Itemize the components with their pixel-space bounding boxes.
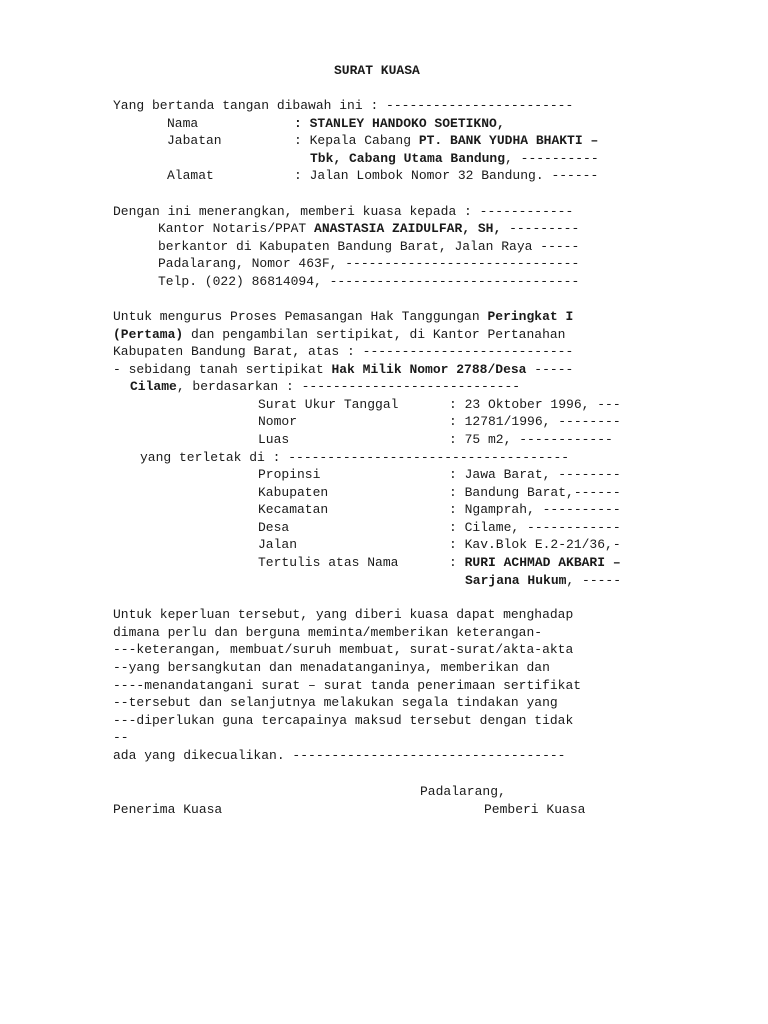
grantor-intro: Yang bertanda tangan dibawah ini : ------------------------ [113, 98, 574, 113]
alamat-value: : Jalan Lombok Nomor 32 Bandung. ------ [294, 168, 599, 183]
purpose-line3: Kabupaten Bandung Barat, atas : --------------------------- [113, 344, 574, 359]
document-title: SURAT KUASA [334, 63, 420, 78]
nama-label: Nama [167, 116, 199, 131]
authority-line: ---keterangan, membuat/suruh membuat, surat-surat/akta-akta [113, 642, 574, 657]
village-name: Cilame [130, 379, 177, 394]
tertulis-value [449, 554, 621, 571]
grantee-line3: Padalarang, Nomor 463F, ------------------------------ [158, 256, 580, 271]
grantee-office: Kantor Notaris/PPAT [158, 221, 315, 236]
purpose-line5-text: , berdasarkan : ---------------------------- [176, 379, 521, 394]
jabatan-value [294, 132, 598, 149]
owner-suffix: , ----- [566, 573, 622, 588]
location-intro: yang terletak di : ------------------------------------ [140, 450, 570, 465]
desa-label: Desa [258, 520, 290, 535]
surat-ukur-label: Surat Ukur Tanggal [258, 397, 399, 412]
grantee-notary-name: ANASTASIA ZAIDULFAR, SH, [314, 221, 502, 236]
nama-value: : STANLEY HANDOKO SOETIKNO, [294, 116, 505, 131]
surat-ukur-value: : 23 Oktober 1996, --- [449, 397, 621, 412]
jabatan-bank-name: PT. BANK YUDHA BHAKTI – [418, 133, 599, 148]
grantee-phone: Telp. (022) 86814094, -------------------------------- [158, 274, 580, 289]
owner-name: RURI ACHMAD AKBARI – [464, 555, 621, 570]
authority-line: --yang bersangkutan dan menadatanganinya, memberikan dan [113, 660, 550, 675]
jabatan-label: Jabatan [167, 133, 222, 148]
authority-line: ---diperlukan guna tercapainya maksud tersebut dengan tidak [113, 713, 574, 728]
propinsi-label: Propinsi [258, 467, 321, 482]
grantee-line1 [158, 220, 579, 237]
authority-line: --tersebut dan selanjutnya melakukan segala tindakan yang [113, 695, 558, 710]
jabatan-value-line2 [310, 150, 599, 167]
purpose-line4-suffix: ----- [526, 362, 574, 377]
nomor-label: Nomor [258, 414, 298, 429]
alamat-label: Alamat [167, 168, 214, 183]
owner-degree: Sarjana Hukum [465, 573, 567, 588]
luas-value: : 75 m2, ------------ [449, 432, 613, 447]
purpose-line2-text: dan pengambilan sertipikat, di Kantor Pertanahan [183, 327, 566, 342]
jabatan-prefix: : Kepala Cabang [294, 133, 419, 148]
signature-place: Padalarang, [420, 784, 506, 799]
nomor-value: : 12781/1996, -------- [449, 414, 621, 429]
authority-line: ----menandatangani surat – surat tanda penerimaan sertifikat [113, 678, 582, 693]
jabatan-suffix: , ---------- [505, 151, 599, 166]
purpose-rank: Peringkat I [487, 309, 574, 324]
tertulis-colon: : [449, 555, 465, 570]
purpose-line1-text: Untuk mengurus Proses Pemasangan Hak Tanggungan [113, 309, 488, 324]
jalan-label: Jalan [258, 537, 298, 552]
purpose-rank-note: (Pertama) [113, 327, 184, 342]
authority-line: ada yang dikecualikan. ----------------------------------- [113, 748, 566, 763]
kabupaten-value: : Bandung Barat,------ [449, 485, 621, 500]
jalan-value: : Kav.Blok E.2-21/36,- [449, 537, 621, 552]
authority-line: -- [113, 730, 129, 745]
authority-line: Untuk keperluan tersebut, yang diberi kuasa dapat menghadap [113, 607, 574, 622]
luas-label: Luas [258, 432, 290, 447]
desa-value: : Cilame, ------------ [449, 520, 621, 535]
purpose-line1 [113, 308, 573, 325]
grantee-intro: Dengan ini menerangkan, memberi kuasa kepada : ------------ [113, 204, 574, 219]
jabatan-branch: Tbk, Cabang Utama Bandung [310, 151, 506, 166]
giver-label: Pemberi Kuasa [484, 802, 586, 817]
purpose-line2 [113, 326, 565, 343]
tertulis-label: Tertulis atas Nama [258, 555, 399, 570]
purpose-line4 [113, 361, 573, 378]
tertulis-value-line2 [465, 572, 621, 589]
purpose-line4-text: - sebidang tanah sertipikat [113, 362, 332, 377]
kecamatan-value: : Ngamprah, ---------- [449, 502, 621, 517]
propinsi-value: : Jawa Barat, -------- [449, 467, 621, 482]
receiver-label: Penerima Kuasa [113, 802, 223, 817]
authority-line: dimana perlu dan berguna meminta/memberikan keterangan- [113, 625, 543, 640]
grantee-line2: berkantor di Kabupaten Bandung Barat, Jalan Raya ----- [158, 239, 580, 254]
kecamatan-label: Kecamatan [258, 502, 329, 517]
certificate-title: Hak Milik Nomor 2788/Desa [331, 362, 527, 377]
purpose-line5 [130, 378, 520, 395]
kabupaten-label: Kabupaten [258, 485, 329, 500]
grantee-line1-suffix: --------- [501, 221, 580, 236]
